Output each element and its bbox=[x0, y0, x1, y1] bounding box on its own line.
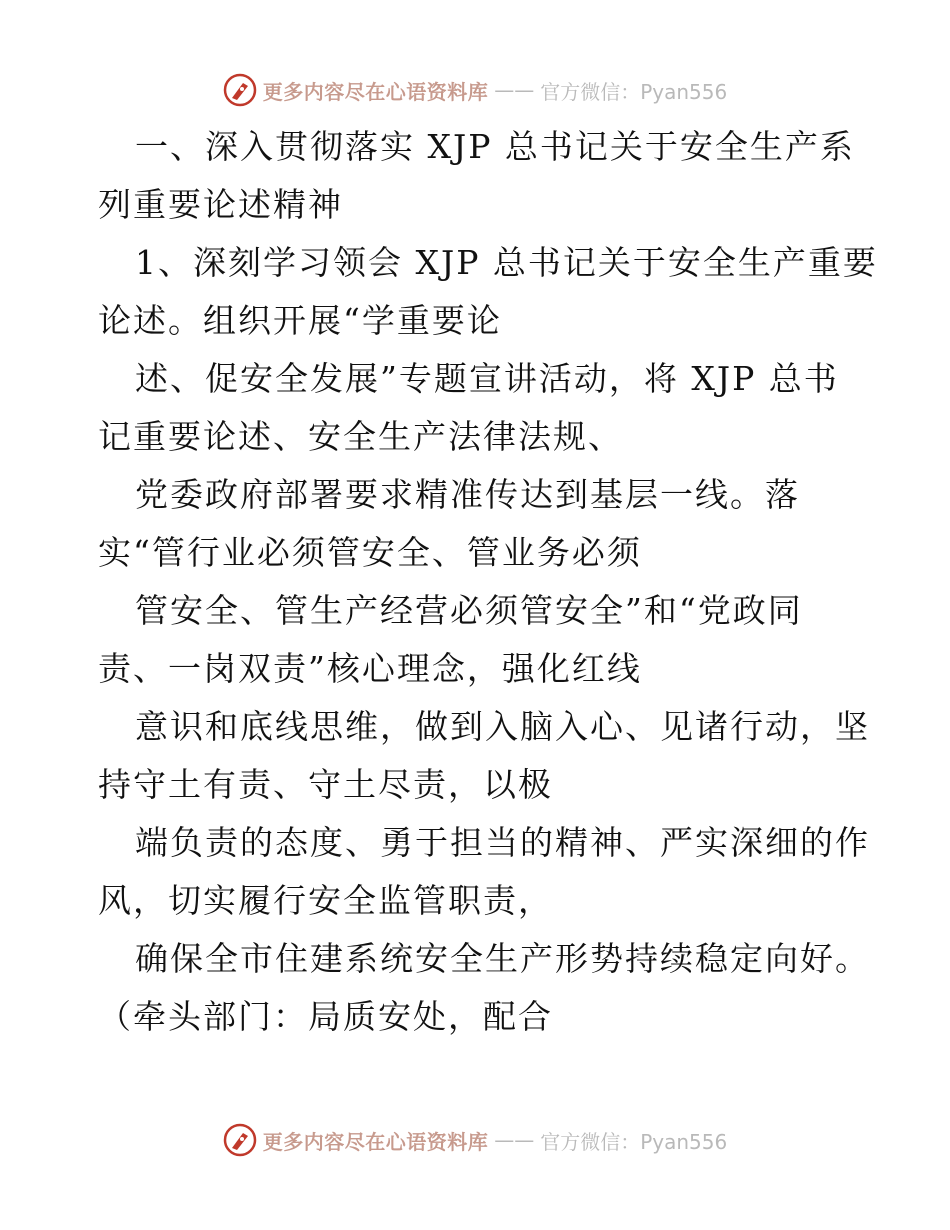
watermark-brand-text: 更多内容尽在心语资料库 bbox=[262, 79, 489, 104]
text-line: 论述。组织开展“学重要论 bbox=[98, 301, 502, 340]
text-line: 管安全、管生产经营必须管安全”和“党政同 bbox=[135, 591, 803, 630]
text-line: 述、促安全发展”专题宣讲活动，将 XJP 总书 bbox=[135, 359, 839, 398]
text-line: （牵头部门：局质安处，配合 bbox=[98, 997, 553, 1036]
pen-nib-logo-icon bbox=[223, 73, 257, 107]
text-line: 确保全市住建系统安全生产形势持续稳定向好。 bbox=[135, 939, 870, 978]
text-line: 持守土有责、守土尽责，以极 bbox=[98, 765, 553, 804]
text-line: 列重要论述精神 bbox=[98, 185, 343, 224]
watermark-contact-text: 官方微信：Pyan556 bbox=[540, 79, 728, 104]
watermark-separator: —— bbox=[494, 78, 535, 102]
text-line: 端负责的态度、勇于担当的精神、严实深细的作 bbox=[135, 823, 870, 862]
pen-nib-logo-icon bbox=[223, 1123, 257, 1157]
text-line: 意识和底线思维，做到入脑入心、见诸行动，坚 bbox=[135, 707, 870, 746]
text-line: 实“管行业必须管安全、管业务必须 bbox=[98, 533, 642, 572]
text-line: 一、深入贯彻落实 XJP 总书记关于安全生产系 bbox=[135, 127, 855, 166]
watermark-brand-text: 更多内容尽在心语资料库 bbox=[262, 1129, 489, 1154]
text-line: 风，切实履行安全监管职责， bbox=[98, 881, 553, 920]
watermark-separator: —— bbox=[494, 1128, 535, 1152]
text-line: 记重要论述、安全生产法律法规、 bbox=[98, 417, 623, 456]
text-line: 责、一岗双责”核心理念，强化红线 bbox=[98, 649, 642, 688]
text-line: 1、深刻学习领会 XJP 总书记关于安全生产重要 bbox=[135, 243, 878, 282]
text-line: 党委政府部署要求精准传达到基层一线。落 bbox=[135, 475, 800, 514]
footer-watermark bbox=[0, 1120, 950, 1160]
header-watermark bbox=[0, 70, 950, 110]
watermark-contact-text: 官方微信：Pyan556 bbox=[540, 1129, 728, 1154]
